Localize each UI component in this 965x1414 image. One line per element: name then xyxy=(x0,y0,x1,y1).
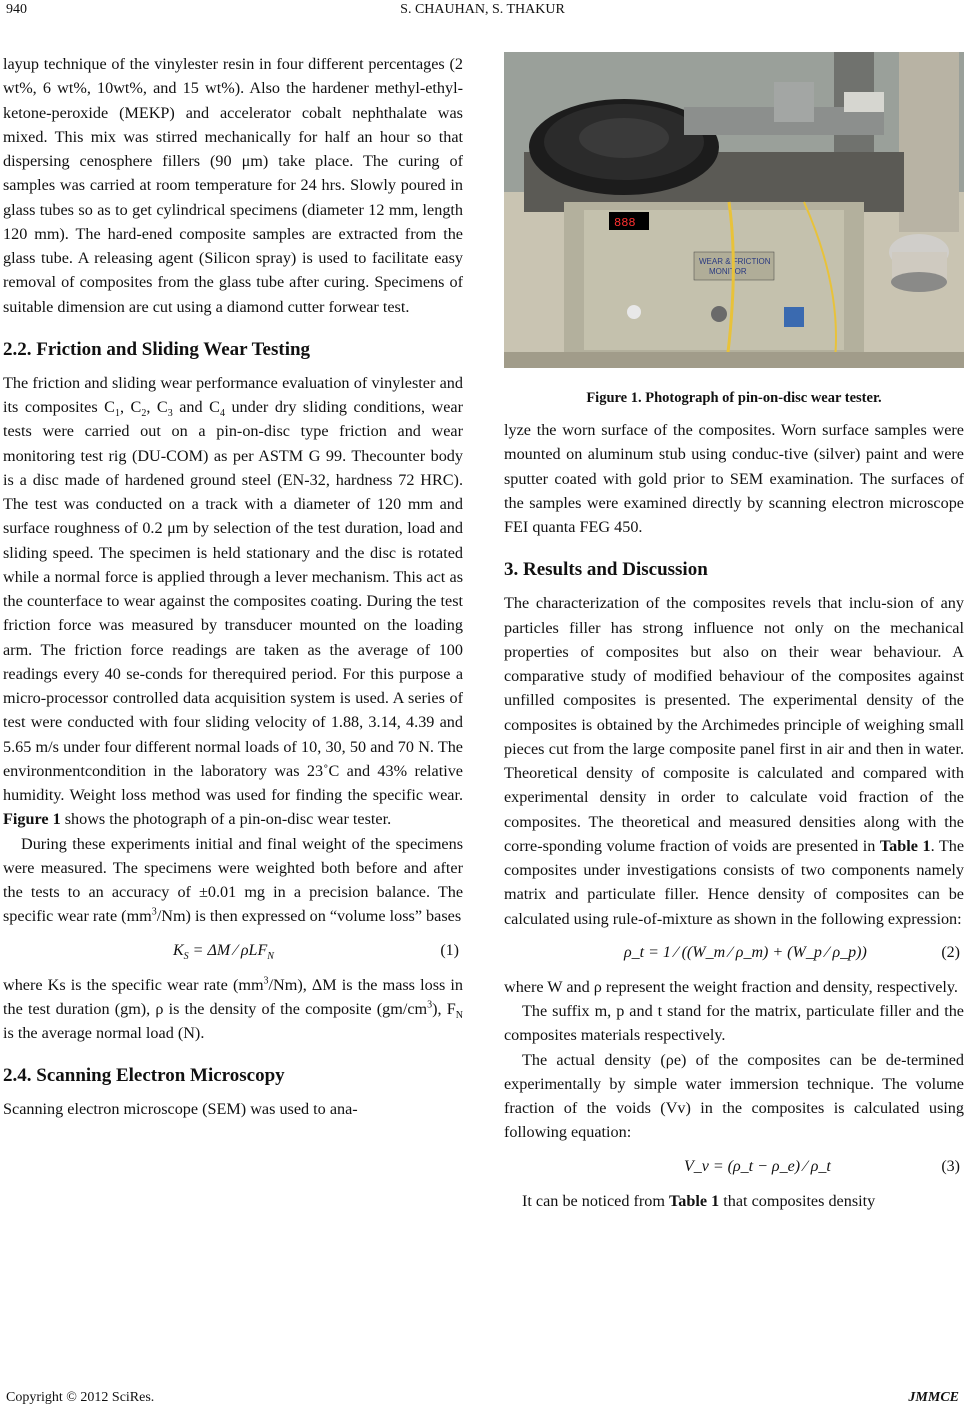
equation-2: ρ_t = 1 ⁄ ((W_m ⁄ ρ_m) + (W_p ⁄ ρ_p)) (2) xyxy=(624,943,960,961)
paragraph: Scanning electron microscope (SEM) was used to ana- xyxy=(3,1100,358,1119)
display-digits: 888 xyxy=(614,216,636,230)
paragraph: The friction and sliding wear performance evaluation of vinylester and its composites $C_1$, $C_2$, $C_3$ and $C_4$ under dry sliding conditions, wear tests were carried out on a pin-on-disc type friction and wear monitoring test rig (DU-COM) as per ASTM G 99. Thecounter body is a disc made of hardened ground steel (EN-32, hardness 72 HRC). The test was conducted on a track with a diameter of 120 mm and surface roughness of 0.2 μm by selection of the test duration, load and sliding speed. The specimen is held stationary and the disc is rotated while a normal force is applied through a lever mechanism. This act as the counterface to wear against the composites coating. During the test friction force was measured by transducer mounted on the loading arm. The friction force readings are taken as the average of 100 readings every 40 se-conds for therequired period. For this purpose a micro-processor controlled data acquisition system is used. A series of test were conducted with four sliding velocity of 1.88, 3.14, 4.39 and 5.65 m/s under four different normal loads of 10, 30, 50 and 70 N. The environmentcondition in the laboratory was 23˚C and 43% relative humidity. Weight loss method was used for finding the specific wear. Figure 1 shows the photograph of a pin-on-disc wear tester. xyxy=(3,373,463,829)
journal-name: JMMCE xyxy=(908,1390,959,1405)
paragraph: where W and ρ represent the weight fraction and density, respectively. xyxy=(504,977,958,996)
page-header xyxy=(0,0,965,22)
machine-label-2: MONITOR xyxy=(709,267,747,276)
figure-caption: Figure 1. Photograph of pin-on-disc wear tester. xyxy=(586,390,882,406)
section-heading-3: 3. Results and Discussion xyxy=(504,559,708,581)
copyright: Copyright © 2012 SciRes. xyxy=(6,1390,155,1405)
table-reference: Table 1 xyxy=(879,836,931,855)
equation-3: V_v = (ρ_t − ρ_e) ⁄ ρ_t (3) xyxy=(684,1157,960,1175)
running-title: S. CHAUHAN, S. THAKUR xyxy=(400,2,565,17)
page-number: 940 xyxy=(6,2,27,17)
paragraph: During these experiments initial and final weight of the specimens were measured. The specimens were weighted both before and after the tests to an accuracy of ±0.01 mg in a precision balance. The specific wear rate $(mm^3/Nm)$ is then expressed on “volume loss” bases xyxy=(3,834,463,926)
table-reference: Table 1 xyxy=(668,1191,720,1210)
paragraph: where Ks is the specific wear rate $(mm^3/Nm)$, ΔM is the mass loss in the test duration (gm), ρ is the density of the composite $(gm/cm^3)$, $F_N$ is the average normal load (N). xyxy=(3,975,463,1042)
paragraph: The characterization of the composites revels that inclu-sion of any particles filler has strong influence not only on the mechanical properties of composites but also on their wear behaviour. A comparative study of modified behaviour of the composites against unfilled composites is presented. The experimental density of the composites is obtained by the Archimedes principle of weighing small pieces cut from the large composite panel first in air and then in water. Theoretical density of composite is calculated and compared with experimental density in order to calculate void fraction of the composites. The theoretical and measured densities along with the corre-sponding volume fraction of voids are presented in Table 1. The composites under investigations consists of two components namely matrix and particulate filler. Hence density of composites can be calculated using rule-of-mixture as shown in the following expression: xyxy=(504,594,965,928)
section-heading-2-2: 2.2. Friction and Sliding Wear Testing xyxy=(3,338,311,360)
paragraph: lyze the worn surface of the composites. Worn surface samples were mounted on aluminum stub using conduc-tive (silver) paint and were sputter coated with gold prior to SEM examination. The surfaces of the samples were examined directly by scanning electron microscope FEI quanta FEG 450. xyxy=(504,421,964,536)
equation-1: $K_S = \Delta M$ ⁄ ρLF$_N$ (1) xyxy=(173,941,459,962)
machine-label: WEAR & FRICTION xyxy=(699,257,771,266)
section-heading-2-4: 2.4. Scanning Electron Microscopy xyxy=(3,1065,285,1087)
wear-tester-photo xyxy=(504,52,964,368)
paragraph: It can be noticed from Table 1 that composites density xyxy=(522,1191,876,1210)
right-column xyxy=(504,52,964,1213)
figure-reference: Figure 1 xyxy=(3,810,61,829)
paragraph: The suffix m, p and t stand for the matrix, particulate filler and the composites materials respectively. xyxy=(504,1002,964,1045)
paragraph: layup technique of the vinylester resin in four different percentages (2 wt%, 6 wt%, 10wt%, and 15 wt%). Also the hardener methyl-ethyl-ketone-peroxide (MEKP) and accelerator cobalt nephthalate was mixed. This mix was stirred mechanically for half an hour so that dispersing cenosphere fillers (90 μm) take place. The curing of samples was carried at room temperature for 24 hrs. Slowly poured in glass tubes so as to get cylindrical specimens (diameter 12 mm, length 120 mm). The hard-ened composite samples are extracted from the glass tube. A releasing agent (Silicon spray) is used to facilitate easy removal of composites from the glass tube after curing. Specimens of suitable dimension are cut using a diamond cutter forwear test. xyxy=(3,55,463,316)
left-column xyxy=(3,52,463,1122)
paragraph: The actual density (ρe) of the composites can be de-termined experimentally by simple water immersion technique. The volume fraction of the voids (Vv) in the composites is calculated using following equation: xyxy=(504,1050,964,1142)
